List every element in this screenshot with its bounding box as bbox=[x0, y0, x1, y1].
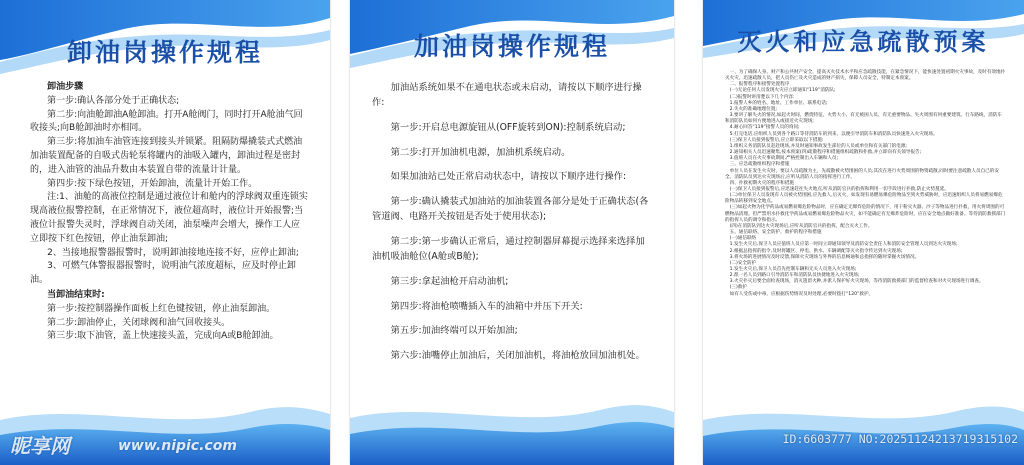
text-line: (四)在消防队到达火灾现场后,应听从消防官兵的指挥，配合灭火工作。 bbox=[729, 223, 873, 229]
watermark-id: ID:6603777 NO:20251124213719315102 bbox=[782, 432, 1018, 446]
board-body bbox=[30, 80, 308, 344]
text-line: (三)保卫人员接到报警后,应立即采取以下措施: bbox=[729, 137, 824, 143]
text-line: (一)保卫人员接到报警后,应迅速赶往失火地点,听从消防官兵的指挥和利用一切手段进行扑救,防止火势蔓延。 bbox=[729, 186, 949, 192]
text-line: 第四步:将油枪喷嘴插入车的油箱中并压下开关: bbox=[390, 300, 583, 312]
text-line: (二)单位保卫人员发现有人员被火势围困,应先救人,后灭火，如发现有易燃易爆危险物品至到火势威胁时，应迅速组织人员将易燃易爆危险物品转移到安全地点。 bbox=[725, 193, 1003, 205]
board-title: 加油岗操作规程 bbox=[413, 32, 610, 61]
text-line: 第一步:按控制器操作面板上红色键按钮，停止油泵卸油。 bbox=[47, 303, 276, 314]
text-line: 1.发生火灾后,保卫人员首先控制车辆和无关人员进入火灾现场; bbox=[729, 267, 857, 272]
text-line: 第二步:卸油停止，关闭球阀和油气回收接头。 bbox=[47, 317, 231, 328]
text-line: (一)无论任何人员发现火灾应立即通知“119”消防队; bbox=[729, 88, 836, 94]
text-line: 3.火灾扑灭后要全面检查现场，消灭遗留火种,并派人保护好火灾现场，等待消防救援部门的监督检查和对火灾现场进行调查。 bbox=[729, 279, 984, 285]
text-line: 第四步:按下绿色按钮，开始卸油，流量计开始工作。 bbox=[47, 178, 258, 189]
text-line: 2.通知相关人员迅速聚集,按本预案(四)疏散程序和措施组织疏散和扑救,并立即向有关领导报告; bbox=[729, 150, 922, 156]
text-line: 3、可燃气体警报器报警时，说明油气浓度超标，应及时停止卸油。 bbox=[30, 261, 296, 286]
text-line: 五、通信联络、安全防护、救护的程序和措施 bbox=[729, 230, 822, 236]
text-line: 3.将火场的进展情况及时反馈,保障火灾现场与外界的信息畅通和总指挥的随时掌握火场情况。 bbox=[729, 254, 920, 260]
watermark-url: www.nipic.com bbox=[118, 438, 237, 454]
text-line: 2.根据总指挥的指令,及时将罐区、停电、供水、车辆调配等灭火指令传达到火灾现场; bbox=[729, 248, 903, 254]
text-line: 第三步:取下油管，盖上快速接头盖，完成向A或B舱卸油。 bbox=[47, 331, 279, 342]
text-line: 如有人受伤或中毒，应根据伤势情况及时处理,必要时拨打“120”救护。 bbox=[729, 291, 874, 297]
text-line: (一)通信联络 bbox=[729, 236, 757, 242]
text-line: 第三步:将加油车油管连接到接头并锁紧。阻隔防爆撬装式式燃油加油装置配备的自吸式齿轮泵将罐内的油吸入罐内，卸油过程是密封的，进入油管的油品升数由本装置自带的流量计计量。 bbox=[30, 137, 303, 175]
bottom-wave-decoration bbox=[703, 390, 1024, 465]
text-line: 单位人员在发生火灾时，要以人员疏散为主，先疏散被火势围困的人员,其次在进行火势周围的物资疏散,同时要注意疏散人员自己的安全。消防队员到达火灾现场后,应听从消防人员的指挥进行工作。 bbox=[725, 168, 999, 180]
section-heading: 卸油步骤 bbox=[47, 82, 84, 92]
text-line: 第三步:拿起油枪开启动油机; bbox=[390, 275, 509, 287]
text-line: (二)安全防护 bbox=[729, 260, 757, 266]
text-line: (三)如起火物为化学药品或易燃易爆危险物品时，应在确定无爆炸危险的情况下，用干粉灭火器、沙子等物品进行扑救，用火将周围的可燃物品清理。但严禁用水扑救化学药品或易燃易爆危险物品火灾，如不能确定有无爆炸危险时，应在安全地点做好准备。等待消防救援部门的指挥人员的调令和指示。 bbox=[725, 205, 1006, 223]
text-line: 注:1、油舱的高液位控制是通过液位计和舱内的浮球阀双重连锁实现高液位报警控制，在正常情况下，液位超高时，液位计开始报警;当液位计报警失灵时，浮球阀自动关闭，油泵噪声会增大，操作工人应立即按下红色按钮，停止油泵卸油; bbox=[30, 192, 308, 244]
bottom-wave-decoration bbox=[350, 390, 674, 465]
text-line: 2、当接地报警器报警时，说明卸油接地连接不好，应停止卸油; bbox=[47, 247, 299, 258]
text-line: (三)救护 bbox=[729, 285, 747, 291]
text-line: 3.要讲了解失火的情况,如起火时间、燃烧特征、火势大小、有无被困人员、有无重要物品、失火周围有何重要建筑、行车路线，消防车和消防队员如何方便地进入或接近火灾现场; bbox=[725, 113, 1002, 125]
text-line: 四、扑救初期火灾的程序和措施 bbox=[729, 180, 794, 186]
sign-board-unloading bbox=[0, 0, 330, 465]
text-line: 第五步:加油终端可以开始加油; bbox=[390, 325, 518, 337]
text-line: 3.值班人员在火灾事故期间,严格控制出入车辆和人员; bbox=[729, 156, 839, 162]
text-line: 4.耐心回答“119”接警人员的询问; bbox=[729, 125, 800, 131]
watermark-logo: 昵享网 bbox=[10, 434, 70, 458]
text-line: 5.打完电话,应组织人员到各个路口等待消防车的到来，以便引导消防车和消防队员快速进入火灾现场。 bbox=[729, 131, 938, 137]
board-title: 灭火和应急疏散预案 bbox=[737, 28, 990, 56]
board-body bbox=[372, 80, 652, 373]
text-line: 1.发生火灾后,保卫人员应值班人员应第一时间立即通知领导及消防安全责任人和消防安全管理人员到达火灾现场; bbox=[729, 242, 958, 248]
text-line: 第二步:打开加油机电源，加油机系统启动。 bbox=[390, 146, 571, 158]
board-body bbox=[725, 70, 1006, 298]
text-line: 加油站系统如果不在通电状态或未启动，请按以下顺序进行操作: bbox=[372, 82, 642, 108]
text-line: 三、应急疏散组织程序和措施 bbox=[729, 162, 790, 168]
text-line: 第六步:油嘴停止加油后，关闭加油机，将油枪放回加油机处。 bbox=[390, 350, 645, 362]
text-line: 第一步:确认撬装式加油站的加油装置各部分是处于正确状态(各管道阀、电路开关按钮是否处于使用状态); bbox=[372, 196, 649, 223]
text-line: 一、为了确保人身、财产和公共财产安全，提高灭火技术水平和应急疏散技能，在紧急情况下，能快速处置初期火灾事故，及时有效地扑灭火灾，迅速疏散人员，把人员伤亡及火灾造成的财产损失，保障人员安全，特制定本预案。 bbox=[725, 70, 1006, 82]
text-line: 第一步:开启总电源旋钮从(OFF旋转到ON):控制系统启动; bbox=[390, 121, 626, 133]
text-line: 2.失火的准确地理位置; bbox=[729, 106, 777, 112]
text-line: (二)报警时讲清楚以下几个内容: bbox=[729, 94, 795, 100]
board-title: 卸油岗操作规程 bbox=[66, 38, 263, 67]
sign-board-refueling bbox=[350, 0, 674, 465]
sign-board-fire-emergency bbox=[703, 0, 1024, 465]
text-line: 第一步:确认各部分处于正确状态; bbox=[47, 95, 180, 106]
text-line: 第二步:第一步确认正常后，通过控制器屏幕提示选择来选择加油机吸油舱位(A舱或B舱); bbox=[372, 235, 645, 262]
text-line: 如果加油站已处正常启动状态中，请按以下顺序进行操作: bbox=[390, 171, 627, 183]
text-line: 二、报警程序和接警处置程序 bbox=[729, 82, 790, 88]
text-line: 1.报警人乡的姓名、地址、工作单位、联系电话; bbox=[729, 100, 828, 106]
text-line: 1.组织义务消防队员赶赴现场,并及时通知事故发生部位的人员或单位和有关部门的电源; bbox=[729, 143, 907, 149]
text-line: 第二步:向油舱卸油A舱卸油。打开A舱阀门，同时打开A舱油气回收接头;向B舱卸油时亦相同。 bbox=[30, 109, 303, 134]
section-heading: 当卸油结束时: bbox=[47, 289, 105, 300]
text-line: 2.派一名人员到路口引导消防车和消防队员快捷地进入火灾现场; bbox=[729, 273, 860, 279]
